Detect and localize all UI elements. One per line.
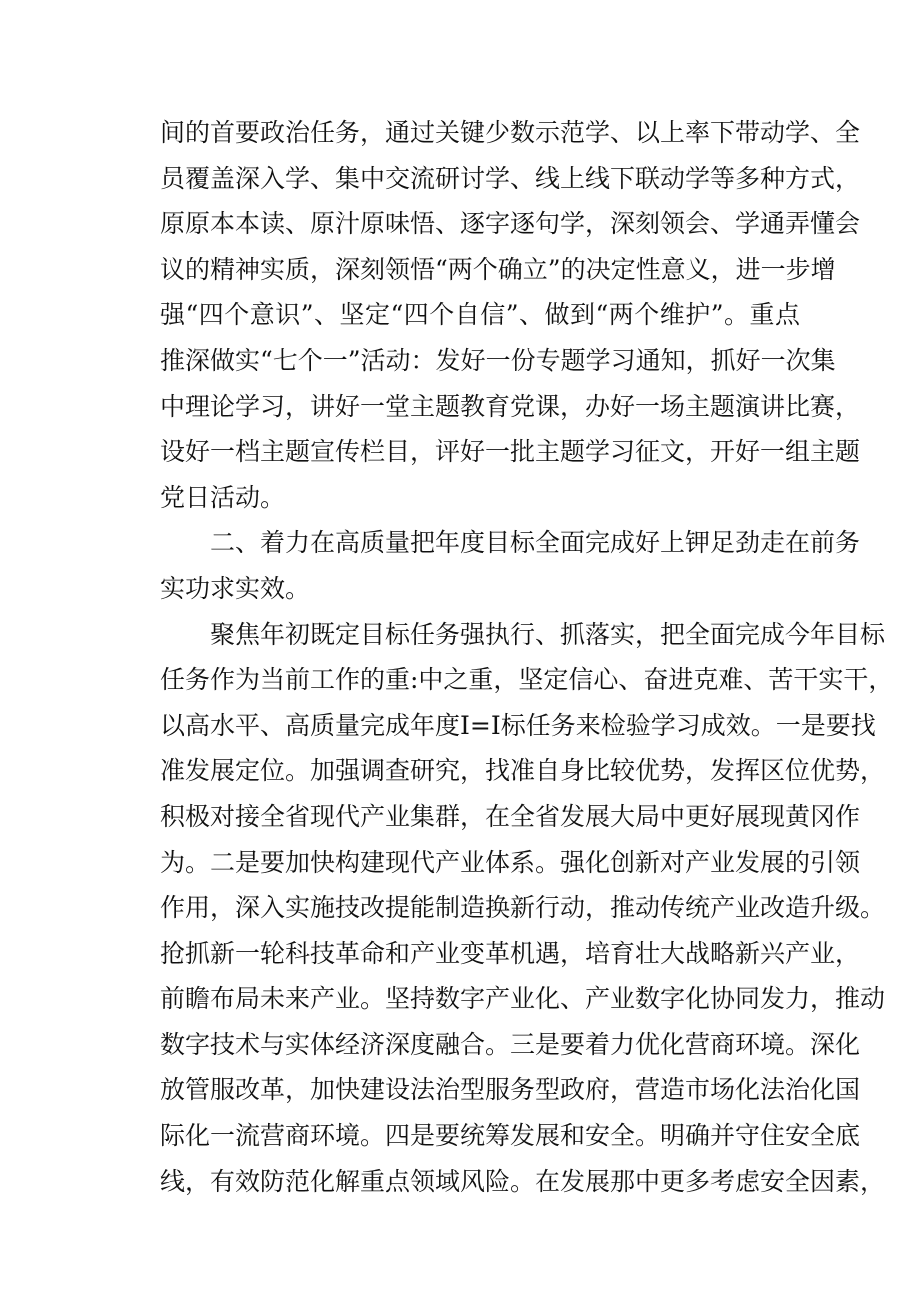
text-line: 放管服改革，加快建设法治型服务型政府，营造市场化法治化国 bbox=[160, 1075, 861, 1105]
text-line: 准发展定位。加强调查研究，找准自身比较优势，发挥区位优势， bbox=[160, 756, 886, 786]
text-line: 抢抓新一轮科技革命和产业变革机遇，培育壮大战略新兴产业， bbox=[160, 938, 861, 968]
text-line: 间的首要政治任务，通过关键少数示范学、以上率下带动学、全 bbox=[160, 118, 861, 147]
text-line: 议的精神实质，深刻领悟“两个确立”的决定性意义，进一步增 bbox=[160, 254, 836, 284]
text-line: 中理论学习，讲好一堂主题教育党课，办好一场主题演讲比赛， bbox=[160, 391, 861, 421]
text-line: 数字技术与实体经济深度融合。三是要着力优化营商环境。深化 bbox=[160, 1029, 861, 1059]
text-line: 二、着力在高质量把年度目标全面完成好上钾足劲走在前务 bbox=[210, 528, 861, 558]
text-line: 以高水平、高质量完成年度I=I标任务来检验学习成效。一是要找 bbox=[160, 710, 876, 740]
text-line: 聚焦年初既定目标任务强执行、抓落实，把全面完成今年目标 bbox=[210, 619, 886, 649]
text-line: 推深做实“七个一”活动：发好一份专题学习通知，抓好一次集 bbox=[160, 345, 836, 375]
text-line: 积极对接全省现代产业集群，在全省发展大局中更好展现黄冈作 bbox=[160, 801, 861, 831]
text-line: 原原本本读、原汁原味悟、逐字逐句学，深刻领会、学通弄懂会 bbox=[160, 209, 861, 239]
text-line: 线，有效防范化解重点领域风险。在发展那中更多考虑安全因素， bbox=[160, 1166, 886, 1196]
text-line: 强“四个意识”、坚定“四个自信”、做到“两个维护”。重点 bbox=[160, 300, 800, 330]
text-line: 任务作为当前工作的重:中之重，坚定信心、奋进克难、苦干实干， bbox=[160, 665, 894, 695]
text-line: 前瞻布局未来产业。坚持数字产业化、产业数字化协同发力，推动 bbox=[160, 984, 886, 1014]
text-line: 设好一档主题宣传栏目，评好一批主题学习征文，开好一组主题 bbox=[160, 437, 861, 467]
text-line: 党日活动。 bbox=[160, 482, 286, 512]
text-line: 为。二是要加快构建现代产业体系。强化创新对产业发展的引领 bbox=[160, 847, 861, 877]
text-line: 实功求实效。 bbox=[160, 573, 311, 603]
text-line: 际化一流营商环境。四是要统筹发展和安全。明确并守住安全底 bbox=[160, 1121, 861, 1151]
body-text bbox=[160, 110, 894, 1204]
text-line: 作用，深入实施技改提能制造换新行动，推动传统产业改造升级。 bbox=[160, 893, 886, 923]
text-line: 员覆盖深入学、集中交流研讨学、线上线下联动学等多种方式， bbox=[160, 163, 861, 193]
